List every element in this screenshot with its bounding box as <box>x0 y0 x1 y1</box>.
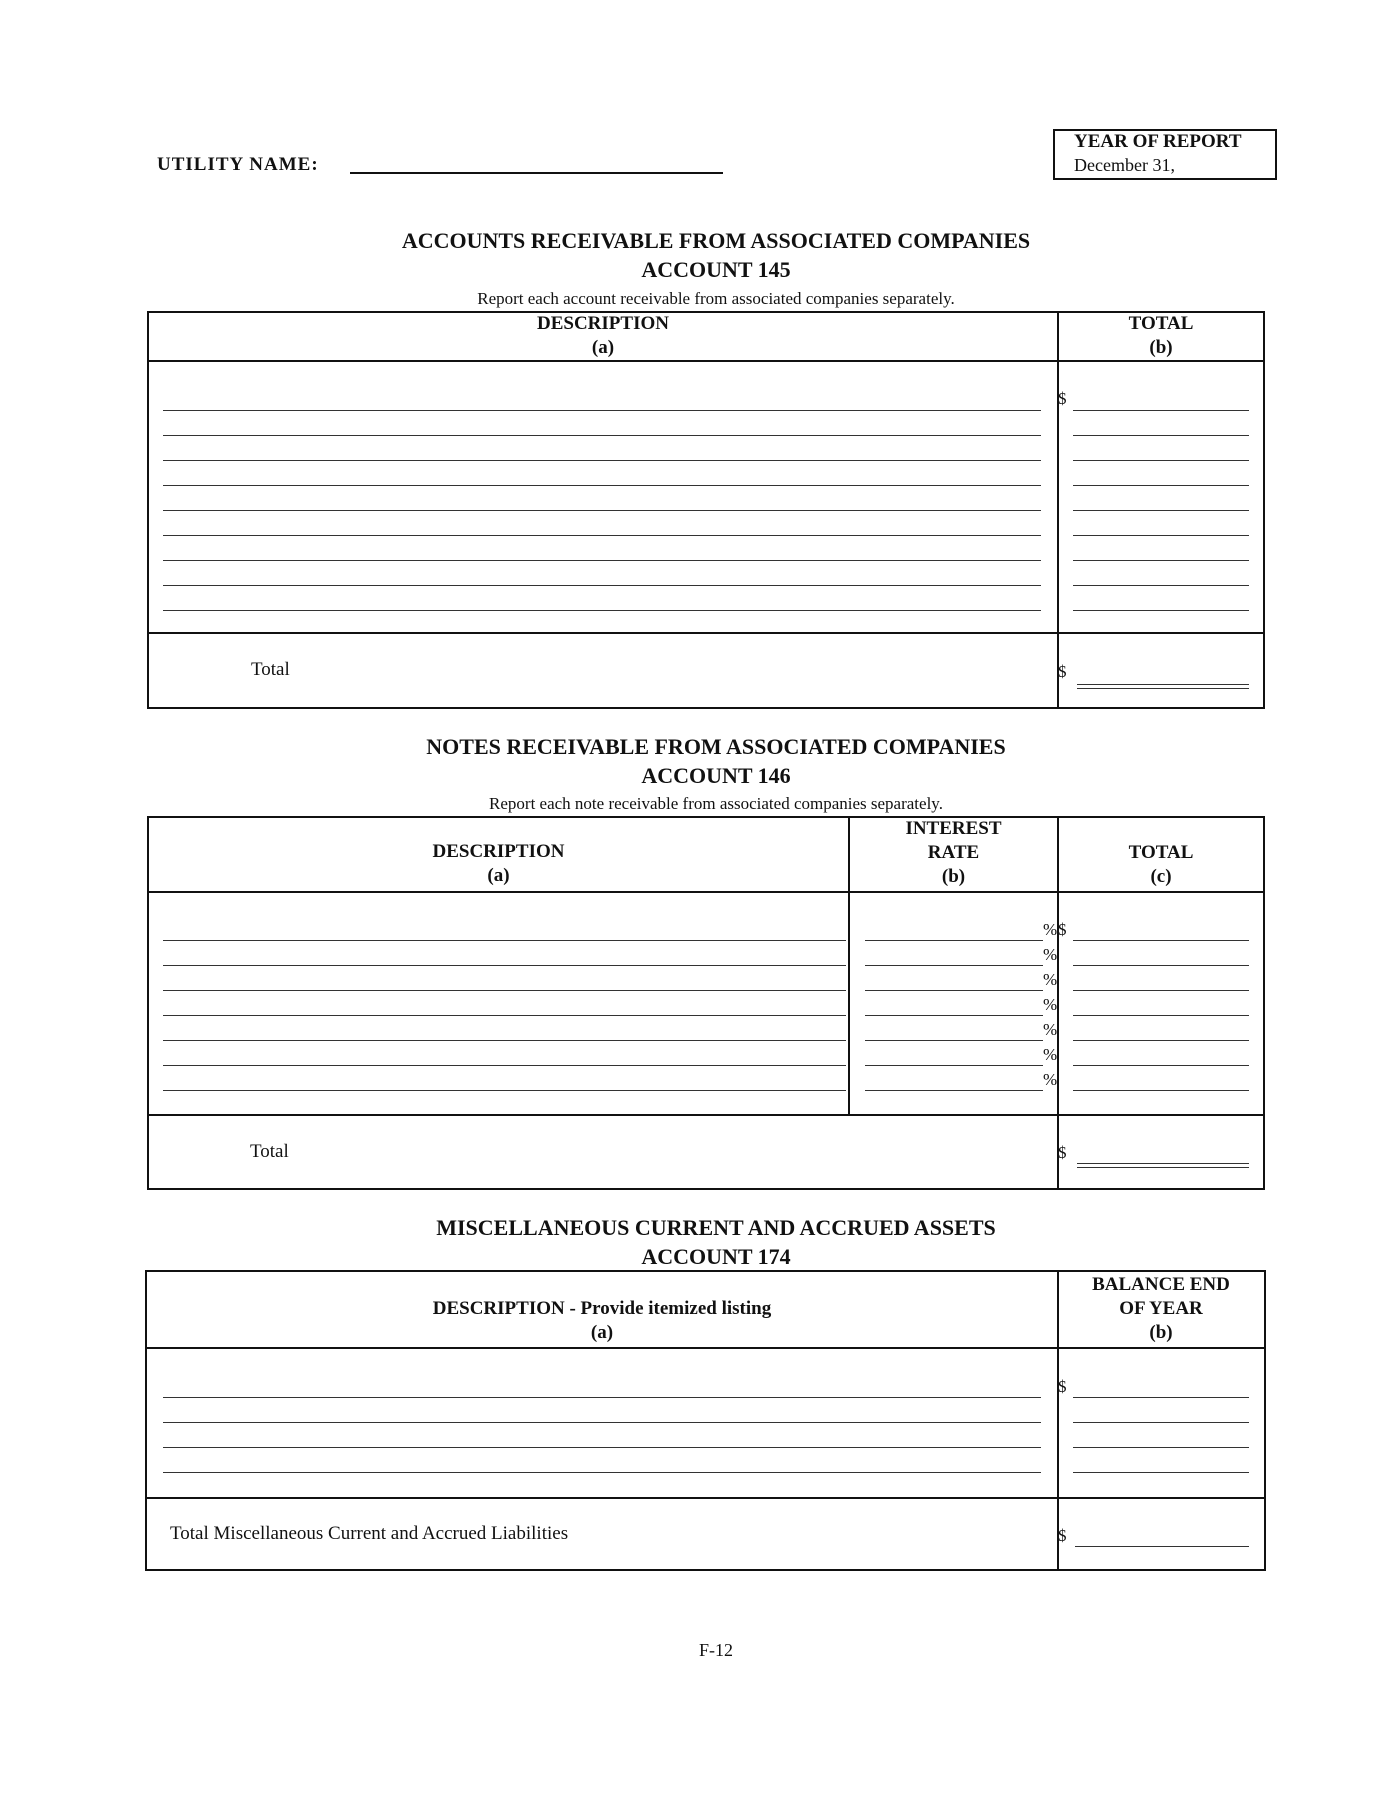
percent-sign: % <box>1043 995 1058 1014</box>
section3-total-label: Total Miscellaneous Current and Accrued Liabilities <box>170 1523 569 1544</box>
section2-col-total: TOTAL (c) <box>1128 842 1194 887</box>
utility-name-field[interactable] <box>350 172 723 174</box>
description-line[interactable] <box>163 610 1041 611</box>
total-line[interactable] <box>1073 1015 1249 1016</box>
section3-account: ACCOUNT 174 <box>641 1244 791 1269</box>
description-line[interactable] <box>163 940 846 941</box>
section1-dollar-sign: $ <box>1058 389 1067 408</box>
description-line[interactable] <box>163 1040 846 1041</box>
description-line[interactable] <box>163 990 846 991</box>
interest-rate-line[interactable] <box>865 965 1043 966</box>
section2-dollar-sign: $ <box>1058 920 1067 939</box>
section1-total-label: Total <box>251 659 290 680</box>
page-number: F-12 <box>698 1640 733 1660</box>
total-line[interactable] <box>1073 460 1249 461</box>
description-line[interactable] <box>163 485 1041 486</box>
balance-line[interactable] <box>1073 1397 1249 1398</box>
description-line[interactable] <box>163 1065 846 1066</box>
section2-account: ACCOUNT 146 <box>641 763 791 788</box>
balance-line[interactable] <box>1073 1447 1249 1448</box>
description-line[interactable] <box>163 460 1041 461</box>
balance-line[interactable] <box>1073 1422 1249 1423</box>
section3-dollar-sign: $ <box>1058 1377 1067 1396</box>
total-line[interactable] <box>1073 535 1249 536</box>
percent-sign: % <box>1043 1070 1058 1089</box>
total-line[interactable] <box>1073 560 1249 561</box>
percent-sign: % <box>1043 1045 1058 1064</box>
total-line[interactable] <box>1073 435 1249 436</box>
year-of-report-label: YEAR OF REPORT <box>1074 131 1242 152</box>
utility-name-label: UTILITY NAME: <box>157 154 319 175</box>
section1-note: Report each account receivable from associated companies separately. <box>477 289 955 308</box>
section1-col-description: DESCRIPTION (a) <box>537 313 669 358</box>
total-line[interactable] <box>1073 1040 1249 1041</box>
description-line[interactable] <box>163 965 846 966</box>
section3-col-description: DESCRIPTION - Provide itemized listing (a) <box>432 1298 772 1343</box>
total-line[interactable] <box>1073 965 1249 966</box>
description-line[interactable] <box>163 410 1041 411</box>
interest-rate-line[interactable] <box>865 1090 1043 1091</box>
total-line[interactable] <box>1073 940 1249 941</box>
description-line[interactable] <box>163 1090 846 1091</box>
description-line[interactable] <box>163 510 1041 511</box>
section3-title: MISCELLANEOUS CURRENT AND ACCRUED ASSETS <box>436 1215 996 1240</box>
section2-total-line[interactable] <box>1077 1163 1249 1164</box>
percent-sign: % <box>1043 920 1058 939</box>
section3-total-line[interactable] <box>1075 1546 1249 1547</box>
description-line[interactable] <box>163 1472 1041 1473</box>
interest-rate-line[interactable] <box>865 990 1043 991</box>
interest-rate-line[interactable] <box>865 1015 1043 1016</box>
total-line[interactable] <box>1073 510 1249 511</box>
description-line[interactable] <box>163 535 1041 536</box>
description-line[interactable] <box>163 1015 846 1016</box>
description-line[interactable] <box>163 560 1041 561</box>
description-line[interactable] <box>163 1397 1041 1398</box>
section2-note: Report each note receivable from associated companies separately. <box>489 794 943 813</box>
section1-title: ACCOUNTS RECEIVABLE FROM ASSOCIATED COMPANIES <box>401 228 1031 253</box>
description-line[interactable] <box>163 585 1041 586</box>
description-line[interactable] <box>163 435 1041 436</box>
description-line[interactable] <box>163 1447 1041 1448</box>
section2-col-description: DESCRIPTION (a) <box>432 841 565 886</box>
section1-account: ACCOUNT 145 <box>641 257 791 282</box>
total-line[interactable] <box>1073 485 1249 486</box>
section2-title: NOTES RECEIVABLE FROM ASSOCIATED COMPANIES <box>426 734 1006 759</box>
total-line[interactable] <box>1073 610 1249 611</box>
section2-total-dollar: $ <box>1058 1143 1067 1162</box>
interest-rate-line[interactable] <box>865 940 1043 941</box>
percent-sign: % <box>1043 945 1058 964</box>
interest-rate-line[interactable] <box>865 1065 1043 1066</box>
percent-sign: % <box>1043 970 1058 989</box>
section1-total-line[interactable] <box>1077 684 1249 685</box>
interest-rate-line[interactable] <box>865 1040 1043 1041</box>
year-of-report-date: December 31, <box>1074 155 1175 175</box>
total-line[interactable] <box>1073 990 1249 991</box>
section1-total-dollar: $ <box>1058 662 1067 681</box>
section1-col-total: TOTAL (b) <box>1128 313 1194 358</box>
balance-line[interactable] <box>1073 1472 1249 1473</box>
total-line[interactable] <box>1073 585 1249 586</box>
total-line[interactable] <box>1073 1090 1249 1091</box>
percent-sign: % <box>1043 1020 1058 1039</box>
total-line[interactable] <box>1073 410 1249 411</box>
description-line[interactable] <box>163 1422 1041 1423</box>
section2-total-label: Total <box>250 1141 289 1162</box>
section3-col-balance: BALANCE END OF YEAR (b) <box>1092 1274 1230 1343</box>
section3-total-dollar: $ <box>1058 1526 1067 1545</box>
section2-col-interest-rate: INTEREST RATE (b) <box>905 818 1002 887</box>
total-line[interactable] <box>1073 1065 1249 1066</box>
